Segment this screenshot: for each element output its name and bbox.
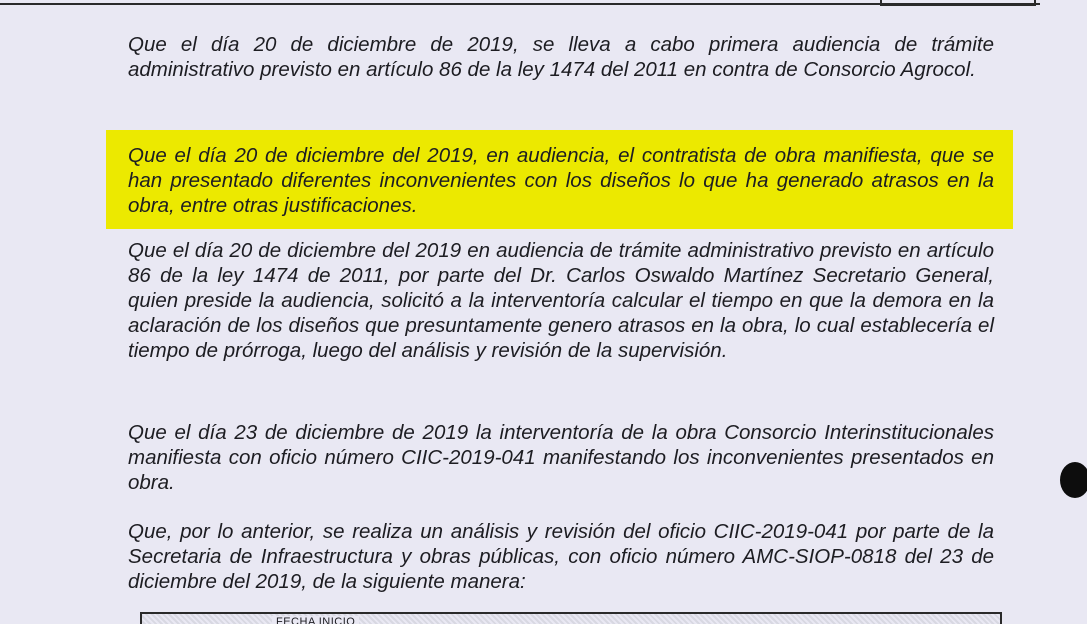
table-header-fecha-inicio: FECHA INICIO: [272, 616, 359, 624]
table-header-stub: [140, 612, 1002, 624]
paragraph-oficio-ciic: Que el día 23 de diciembre de 2019 la interventoría de la obra Consorcio Interinstitucionales manifiesta con oficio número CIIC-2019-041 manifestando los inconvenientes presentados en obra.: [128, 421, 994, 494]
page-number-box: [880, 0, 1036, 6]
paragraph-solicitud-interventoria: Que el día 20 de diciembre del 2019 en audiencia de trámite administrativo previsto en artículo 86 de la ley 1474 de 2011, por parte del Dr. Carlos Oswaldo Martínez Secretario General, quien preside la audiencia, solicitó a la interventoría calcular el tiempo en que la demora en la aclaración de los diseños que presuntamente genero atrasos en la obra, lo cual establecería el tiempo de prórroga, luego del análisis y revisión de la supervisión.: [128, 239, 994, 362]
paragraph-primera-audiencia: Que el día 20 de diciembre de 2019, se lleva a cabo primera audiencia de trámite administrativo previsto en artículo 86 de la ley 1474 del 2011 en contra de Consorcio Agrocol.: [128, 33, 994, 81]
paragraph-analisis-revision: Que, por lo anterior, se realiza un análisis y revisión del oficio CIIC-2019-041 por parte de la Secretaria de Infraestructura y obras públicas, con oficio número AMC-SIOP-0818 del 23 de diciembre del 2019, de la siguiente manera:: [128, 520, 994, 593]
paragraph-highlighted-contratista: Que el día 20 de diciembre del 2019, en audiencia, el contratista de obra manifiesta, que se han presentado diferentes inconvenientes con los diseños lo que ha generado atrasos en la obra, entre otras justificaciones.: [128, 144, 994, 217]
hole-punch-mark: [1060, 462, 1087, 498]
